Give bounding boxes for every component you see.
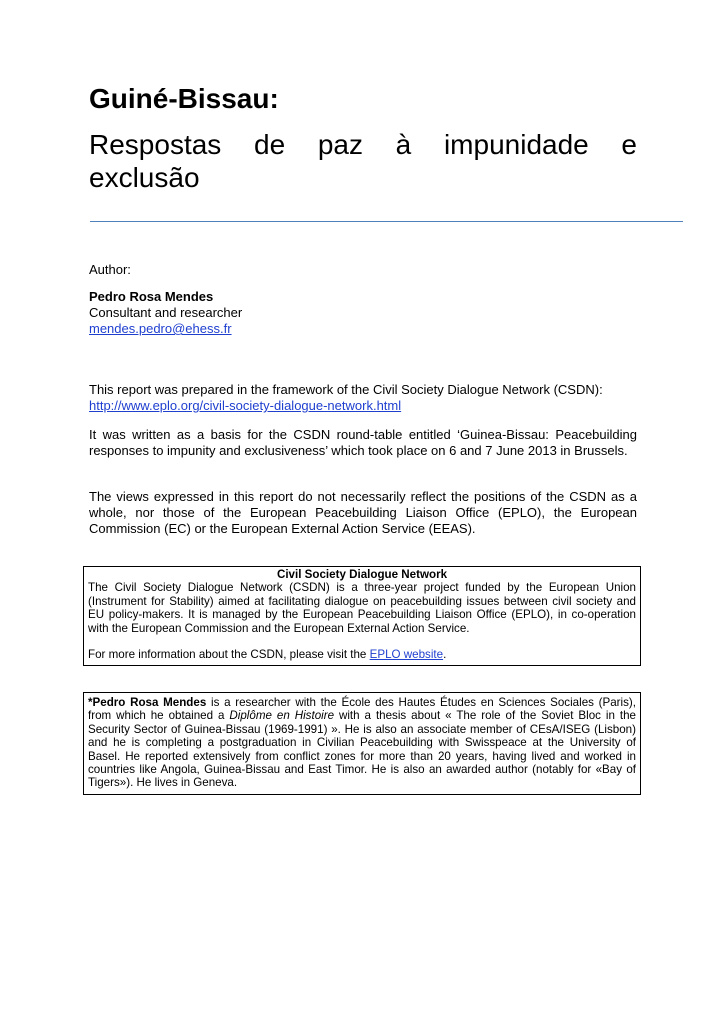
author-role: Consultant and researcher (89, 305, 243, 320)
author-info (89, 289, 637, 337)
basis-text: It was written as a basis for the CSDN round-table entitled ‘Guinea-Bissau: Peacebuilding responses to impunity and exclusiveness’ which took place on 6 and 7 June 2013 in Brussels. (89, 427, 637, 458)
framework-text: This report was prepared in the framework of the Civil Society Dialogue Network (CSDN): (89, 382, 603, 397)
csdn-box-title: Civil Society Dialogue Network (276, 568, 448, 581)
basis-paragraph (89, 427, 637, 459)
csdn-box-spacer (88, 635, 636, 648)
author-label (89, 262, 637, 278)
title-divider (90, 221, 683, 222)
csdn-url-link[interactable]: http://www.eplo.org/civil-society-dialogue-network.html (89, 398, 402, 413)
disclaimer-text: The views expressed in this report do not necessarily reflect the positions of the CSDN as a whole, nor those of the European Peacebuilding Liaison Office (EPLO), the European Commission (EC) or the European External Action Service (EEAS). (89, 489, 637, 536)
author-label-text: Author: (89, 262, 131, 277)
author-email-link[interactable]: mendes.pedro@ehess.fr (89, 321, 232, 336)
document-title-line-2: exclusão (89, 162, 200, 193)
eplo-website-link[interactable]: EPLO website (369, 648, 444, 662)
csdn-box-more (88, 648, 636, 661)
csdn-box-more-prefix: For more information about the CSDN, please visit the (88, 648, 370, 662)
csdn-box-body: The Civil Society Dialogue Network (CSDN) is a three-year project funded by the European Union (Instrument for Stability) aimed at facilitating dialogue on peacebuilding issues between civil society and EU policy-makers. It is managed by the European Peacebuilding Liaison Office (EPLO), in co-operation with the European Commission and the European External Action Service. (88, 581, 636, 635)
framework-paragraph (89, 382, 637, 414)
document-title-line-1: Respostas de paz à impunidade e (89, 129, 637, 160)
disclaimer-paragraph (89, 489, 637, 537)
csdn-box-more-suffix: . (443, 648, 447, 662)
bio-diploma: Diplôme en Histoire (229, 709, 335, 723)
bio-text-1: is a researcher with the École des Hautes Études en Sciences Sociales (Paris), from which he obtained a (88, 696, 636, 723)
document-title-bold: Guiné-Bissau: (89, 83, 279, 114)
csdn-info-box (83, 566, 641, 666)
bio-name: *Pedro Rosa Mendes (88, 696, 207, 709)
document-title (89, 128, 637, 194)
author-name: Pedro Rosa Mendes (89, 289, 214, 304)
author-bio-text (88, 696, 636, 790)
bio-text-2: with a thesis about « The role of the Soviet Bloc in the Security Sector of Guinea-Bissau (1969-1991) ». He is also an associate member of CEsA/ISEG (Lisbon) and he is completing a postgraduation in Civilian Peacebuilding with Swisspeace at the University of Basel. He reported extensively from conflict zones for more than 20 years, having lived and worked in countries like Angola, Guinea-Bissau and East Timor. He is also an awarded author (notably for «Bay of Tigers»). He lives in Geneva. (88, 709, 636, 790)
author-bio-box (83, 692, 641, 795)
